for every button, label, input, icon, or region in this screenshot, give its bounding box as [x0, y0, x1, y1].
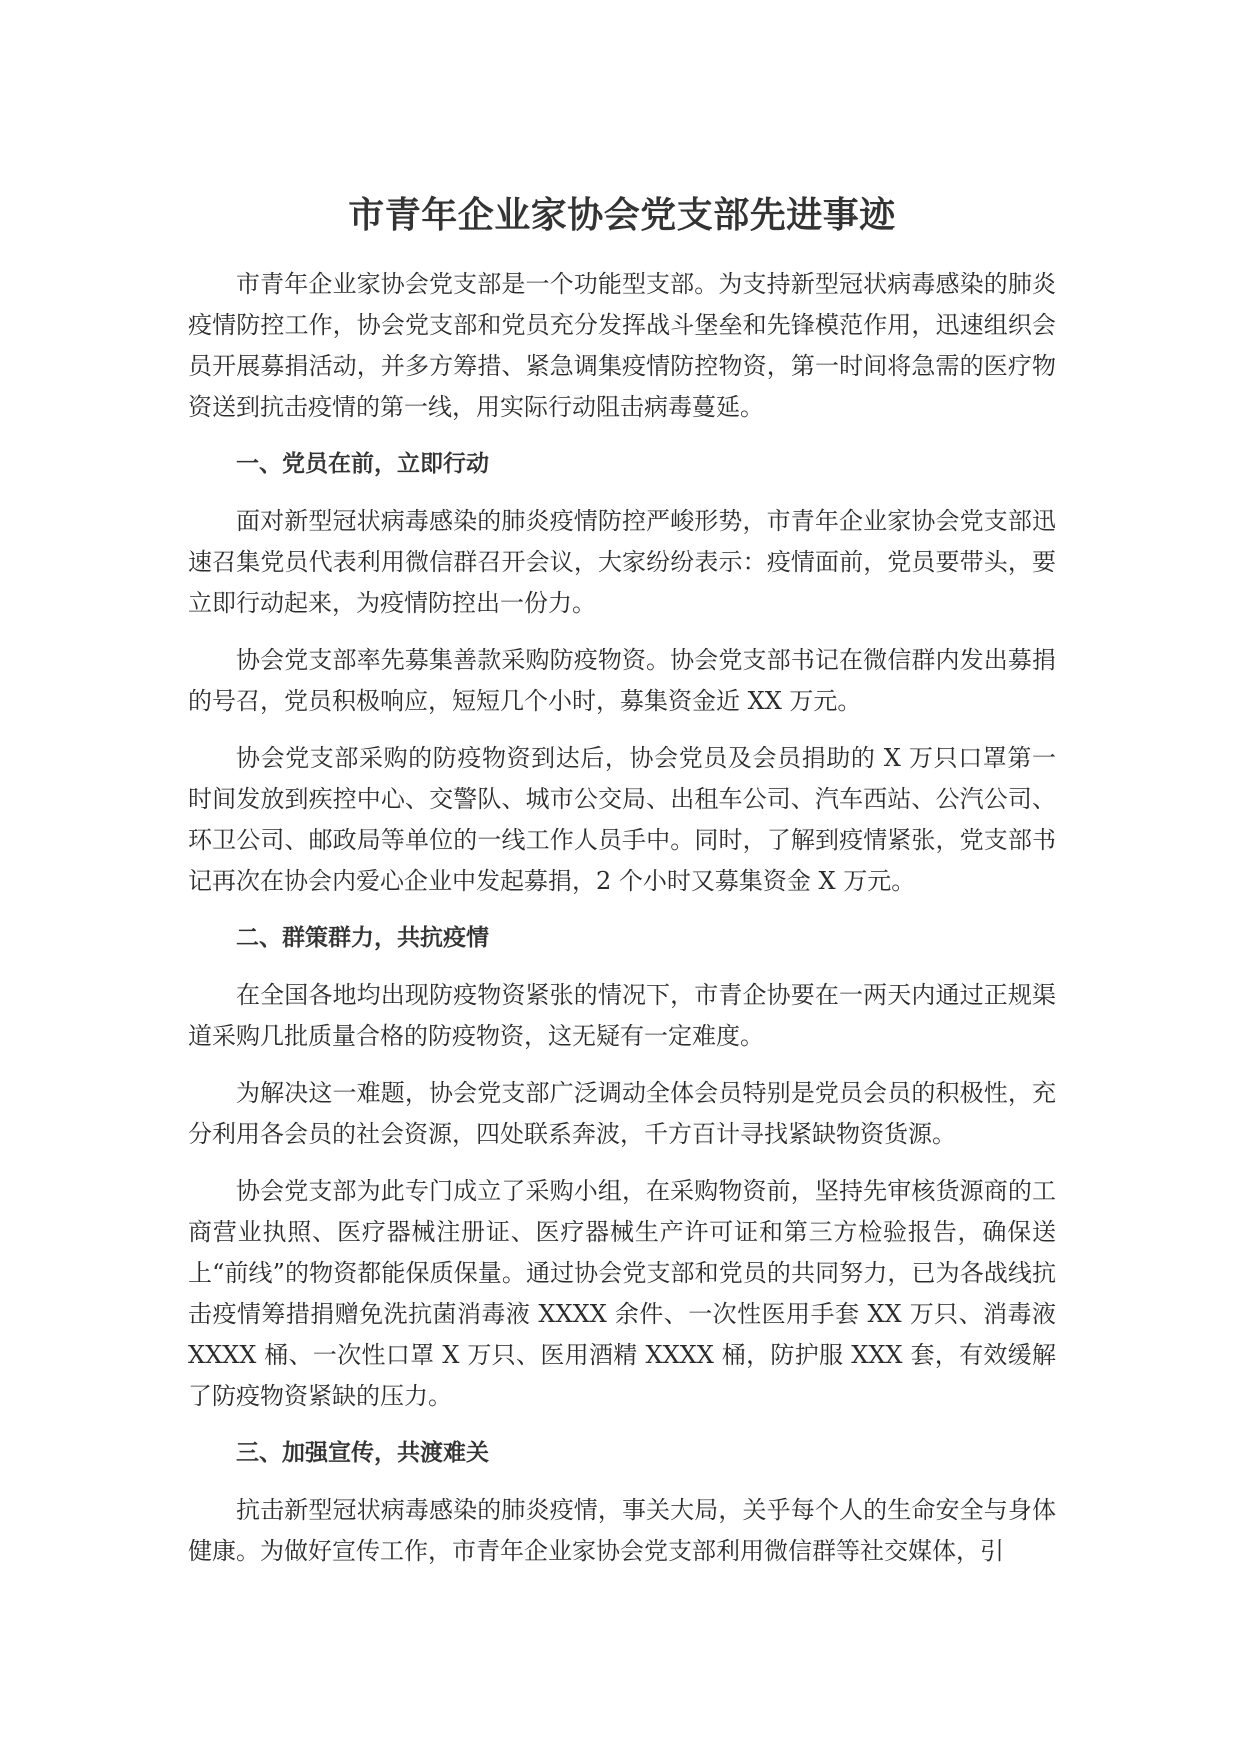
paragraph: 协会党支部率先募集善款采购防疫物资。协会党支部书记在微信群内发出募捐的号召，党员积极响应，短短几个小时，募集资金近 XX 万元。 — [188, 646, 1056, 715]
paragraph: 在全国各地均出现防疫物资紧张的情况下，市青企协要在一两天内通过正规渠道采购几批质量合格的防疫物资，这无疑有一定难度。 — [188, 981, 1056, 1050]
document-page — [188, 0, 1056, 1754]
section-heading-1: 一、党员在前，立即行动 — [236, 451, 489, 477]
paragraph: 面对新型冠状病毒感染的肺炎疫情防控严峻形势，市青年企业家协会党支部迅速召集党员代表利用微信群召开会议，大家纷纷表示：疫情面前，党员要带头，要立即行动起来，为疫情防控出一份力。 — [188, 507, 1056, 617]
paragraph: 抗击新型冠状病毒感染的肺炎疫情，事关大局，关乎每个人的生命安全与身体健康。为做好宣传工作，市青年企业家协会党支部利用微信群等社交媒体，引 — [188, 1496, 1056, 1565]
document-title: 市青年企业家协会党支部先进事迹 — [348, 195, 896, 236]
paragraph-intro: 市青年企业家协会党支部是一个功能型支部。为支持新型冠状病毒感染的肺炎疫情防控工作，协会党支部和党员充分发挥战斗堡垒和先锋模范作用，迅速组织会员开展募捐活动，并多方筹措、紧急调集疫情防控物资，第一时间将急需的医疗物资送到抗击疫情的第一线，用实际行动阻击病毒蔓延。 — [188, 270, 1056, 421]
paragraph: 为解决这一难题，协会党支部广泛调动全体会员特别是党员会员的积极性，充分利用各会员的社会资源，四处联系奔波，千方百计寻找紧缺物资货源。 — [188, 1079, 1056, 1148]
document-body — [188, 264, 1056, 1588]
paragraph: 协会党支部采购的防疫物资到达后，协会党员及会员捐助的 X 万只口罩第一时间发放到疾控中心、交警队、城市公交局、出租车公司、汽车西站、公汽公司、环卫公司、邮政局等单位的一线工作人员手中。同时，了解到疫情紧张，党支部书记再次在协会内爱心企业中发起募捐，2 个小时又募集资金 X 万元。 — [188, 744, 1056, 895]
section-heading-2: 二、群策群力，共抗疫情 — [236, 925, 489, 951]
paragraph: 协会党支部为此专门成立了采购小组，在采购物资前，坚持先审核货源商的工商营业执照、医疗器械注册证、医疗器械生产许可证和第三方检验报告，确保送上“前线”的物资都能保质保量。通过协会党支部和党员的共同努力，已为各战线抗击疫情筹措捐赠免洗抗菌消毒液 XXXX 余件、一次性医用手套 XX 万只、消毒液 XXXX 桶、一次性口罩 X 万只、医用酒精 XXXX 桶，防护服 XXX 套，有效缓解了防疫物资紧缺的压力。 — [188, 1177, 1056, 1410]
section-heading-3: 三、加强宣传，共渡难关 — [236, 1440, 489, 1466]
